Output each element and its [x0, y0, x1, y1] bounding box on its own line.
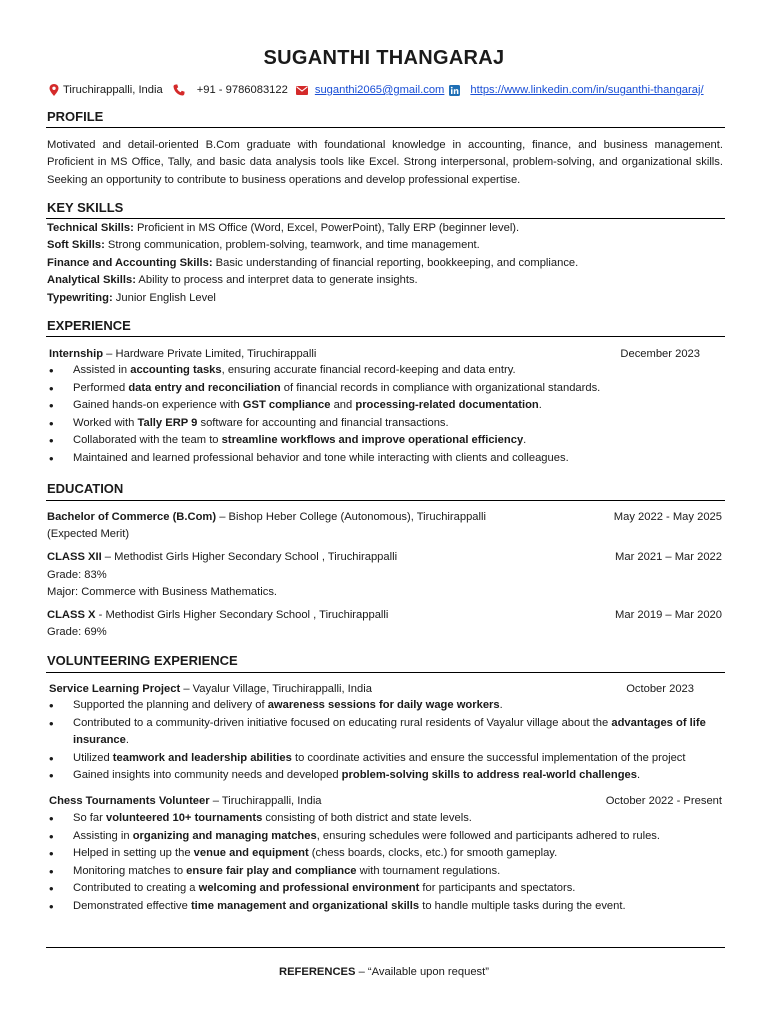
- skill-label: Typewriting:: [47, 292, 113, 304]
- volunteer-role: Service Learning Project: [49, 683, 184, 695]
- bullet-item: [47, 432, 725, 450]
- bullet-text: software for accounting and financial transactions.: [197, 416, 449, 429]
- bullet-text: Helped in setting up the: [73, 847, 194, 859]
- references-line: [0, 966, 768, 978]
- volunteer-bullet-list: [47, 810, 725, 915]
- bullet-text: and: [330, 399, 356, 411]
- education-degree: CLASS XII: [47, 551, 102, 563]
- phone-text: +91 - 9786083122: [196, 84, 288, 96]
- skill-line: [47, 257, 578, 269]
- bullet-item: [47, 450, 725, 468]
- bullet-text: Contributed to a community-driven initiative focused on educating rural residents of Vayalur village about the: [73, 716, 612, 729]
- section-title-experience: EXPERIENCE: [47, 318, 131, 333]
- experience-company: – Hardware Private Limited, Tiruchirappalli: [103, 348, 317, 360]
- bullet-emphasis: GST compliance: [242, 399, 331, 411]
- section-divider: [46, 218, 725, 219]
- bullet-item: [47, 767, 725, 785]
- bullet-text: So far: [73, 812, 106, 824]
- bullet-emphasis: ensure fair play and compliance: [186, 864, 357, 877]
- bullet-text: Contributed to creating a: [73, 882, 199, 894]
- bullet-emphasis: awareness sessions for daily wage workers: [267, 699, 500, 711]
- bullet-text: , ensuring schedules were followed and participants adhered to rules.: [316, 829, 660, 842]
- bullet-text: Collaborated with the team to: [73, 434, 222, 446]
- experience-heading: [49, 348, 316, 360]
- bullet-text: Maintained and learned professional behavior and tone while interacting with clients and colleagues.: [73, 451, 569, 464]
- bullet-item: [47, 828, 725, 846]
- volunteer-date: October 2023: [626, 683, 694, 695]
- volunteer-bullet-list: [47, 697, 725, 785]
- bullet-emphasis: accounting tasks: [130, 364, 222, 376]
- bullet-item: [47, 397, 725, 415]
- bullet-item: [47, 810, 725, 828]
- education-entry-class-xii: [47, 551, 397, 563]
- references-text: – “Available upon request”: [355, 966, 489, 978]
- bullet-text: .: [523, 434, 527, 446]
- bullet-item: [47, 845, 725, 863]
- bullet-item: [47, 380, 725, 398]
- location-pin-icon: [48, 84, 60, 96]
- experience-bullet-list: [47, 362, 725, 467]
- volunteer-heading: [49, 795, 322, 807]
- volunteer-place: – Vayalur Village, Tiruchirappalli, India: [183, 683, 372, 695]
- education-date: May 2022 - May 2025: [613, 511, 722, 523]
- location-text: Tiruchirappalli, India: [63, 84, 163, 96]
- experience-date: December 2023: [620, 348, 700, 360]
- bullet-text: Worked with: [73, 416, 138, 429]
- bullet-text: Supported the planning and delivery of: [73, 699, 268, 711]
- bullet-text: with tournament regulations.: [356, 864, 501, 877]
- phone-icon: [173, 84, 185, 96]
- bullet-text: Gained insights into community needs and developed: [73, 769, 342, 781]
- bullet-text: .: [538, 399, 542, 411]
- education-detail: Major: Commerce with Business Mathematics.: [47, 586, 278, 598]
- bullet-text: .: [499, 699, 503, 711]
- bullet-item: [47, 880, 725, 898]
- bullet-emphasis: volunteered 10+ tournaments: [105, 812, 263, 824]
- skill-value: Junior English Level: [112, 292, 216, 304]
- bullet-text: Gained hands-on experience with: [73, 399, 243, 411]
- skill-line: [47, 222, 519, 234]
- bullet-emphasis: streamline workflows and improve operational efficiency: [221, 434, 524, 446]
- section-title-key-skills: KEY SKILLS: [47, 200, 124, 215]
- bullet-emphasis: venue and equipment: [193, 847, 309, 859]
- skill-line: [47, 239, 480, 251]
- experience-role: Internship: [49, 348, 104, 360]
- section-divider: [46, 336, 725, 337]
- volunteer-date: October 2022 - Present: [605, 795, 722, 807]
- bullet-item: [47, 715, 725, 750]
- education-school: Methodist Girls Higher Secondary School , Tiruchirappalli: [105, 609, 389, 621]
- bullet-emphasis: organizing and managing matches: [132, 829, 317, 842]
- education-date: Mar 2019 – Mar 2020: [615, 609, 722, 621]
- bullet-text: Assisting in: [73, 829, 133, 842]
- mail-icon: [296, 84, 308, 96]
- education-entry-bcom: [47, 511, 486, 523]
- volunteer-place: – Tiruchirappalli, India: [212, 795, 322, 807]
- bullet-item: [47, 362, 725, 380]
- education-detail: Grade: 83%: [47, 569, 107, 581]
- skill-value: Strong communication, problem-solving, teamwork, and time management.: [104, 239, 480, 251]
- section-divider: [46, 127, 725, 128]
- section-title-education: EDUCATION: [47, 481, 124, 496]
- linkedin-icon: [448, 84, 460, 96]
- bullet-emphasis: processing-related documentation: [355, 399, 539, 411]
- education-detail: (Expected Merit): [47, 528, 130, 540]
- bullet-text: .: [636, 769, 641, 781]
- bullet-text: Assisted in: [73, 364, 131, 376]
- references-label: REFERENCES: [279, 966, 356, 978]
- section-divider: [46, 500, 725, 501]
- bullet-emphasis: advantages of life insurance: [73, 716, 706, 746]
- footer-divider: [46, 947, 725, 948]
- skill-line: [47, 274, 418, 286]
- candidate-name: SUGANTHI THANGARAJ: [263, 47, 505, 69]
- volunteer-role: Chess Tournaments Volunteer: [49, 795, 213, 807]
- bullet-emphasis: problem-solving skills to address real-world challenges: [341, 769, 637, 781]
- skill-label: Soft Skills:: [47, 239, 105, 251]
- bullet-item: [47, 898, 725, 916]
- bullet-text: (chess boards, clocks, etc.) for smooth gameplay.: [308, 847, 558, 859]
- education-date: Mar 2021 – Mar 2022: [615, 551, 722, 563]
- profile-summary: Motivated and detail-oriented B.Com graduate with foundational knowledge in accounting, finance, and business management. Proficient in MS Office, Tally, and basic data analysis tools like Excel. Strong interpersonal, problem-solving, and organizational skills. Seeking an opportunity to contribute to business operations and develop professional expertise.: [47, 139, 723, 186]
- section-title-volunteering: VOLUNTEERING EXPERIENCE: [47, 653, 238, 668]
- bullet-text: .: [125, 734, 129, 746]
- skill-value: Basic understanding of financial reporting, bookkeeping, and compliance.: [212, 257, 579, 269]
- contact-bar: [48, 82, 738, 98]
- education-degree: Bachelor of Commerce (B.Com): [47, 511, 217, 523]
- education-school: Methodist Girls Higher Secondary School , Tiruchirappalli: [114, 551, 398, 563]
- bullet-emphasis: teamwork and leadership abilities: [112, 751, 292, 764]
- education-school: Bishop Heber College (Autonomous), Tiruchirappalli: [228, 511, 486, 523]
- education-separator: -: [95, 609, 106, 621]
- section-title-profile: PROFILE: [47, 109, 104, 124]
- linkedin-link[interactable]: https://www.linkedin.com/in/suganthi-thangaraj/: [470, 84, 704, 96]
- skill-label: Technical Skills:: [47, 222, 134, 234]
- bullet-text: Utilized: [73, 751, 113, 764]
- skill-label: Analytical Skills:: [47, 274, 136, 286]
- skill-value: Ability to process and interpret data to generate insights.: [135, 274, 418, 286]
- bullet-text: , ensuring accurate financial record-keeping and data entry.: [221, 364, 516, 376]
- bullet-text: for participants and spectators.: [419, 882, 576, 894]
- education-detail: Grade: 69%: [47, 626, 107, 638]
- bullet-text: to handle multiple tasks during the event.: [419, 899, 626, 912]
- bullet-text: Performed: [73, 381, 129, 394]
- section-divider: [46, 672, 725, 673]
- skill-line: [47, 292, 216, 304]
- volunteer-heading: [49, 683, 372, 695]
- bullet-item: [47, 697, 725, 715]
- bullet-emphasis: welcoming and professional environment: [198, 882, 420, 894]
- skill-value: Proficient in MS Office (Word, Excel, PowerPoint), Tally ERP (beginner level).: [133, 222, 520, 234]
- bullet-text: consisting of both district and state levels.: [262, 812, 472, 824]
- bullet-emphasis: Tally ERP 9: [137, 416, 198, 429]
- education-separator: –: [101, 551, 115, 563]
- education-degree: CLASS X: [47, 609, 96, 621]
- education-entry-class-x: [47, 609, 388, 621]
- bullet-text: Demonstrated effective: [73, 899, 191, 912]
- bullet-text: of financial records in compliance with organizational standards.: [280, 381, 601, 394]
- bullet-emphasis: data entry and reconciliation: [128, 381, 281, 394]
- bullet-item: [47, 750, 725, 768]
- email-link[interactable]: suganthi2065@gmail.com: [314, 84, 445, 96]
- bullet-item: [47, 415, 725, 433]
- bullet-emphasis: time management and organizational skills: [190, 899, 420, 912]
- bullet-item: [47, 863, 725, 881]
- bullet-text: to coordinate activities and ensure the successful implementation of the project: [291, 751, 686, 764]
- bullet-text: Monitoring matches to: [73, 864, 187, 877]
- skill-label: Finance and Accounting Skills:: [47, 257, 213, 269]
- education-separator: –: [216, 511, 229, 523]
